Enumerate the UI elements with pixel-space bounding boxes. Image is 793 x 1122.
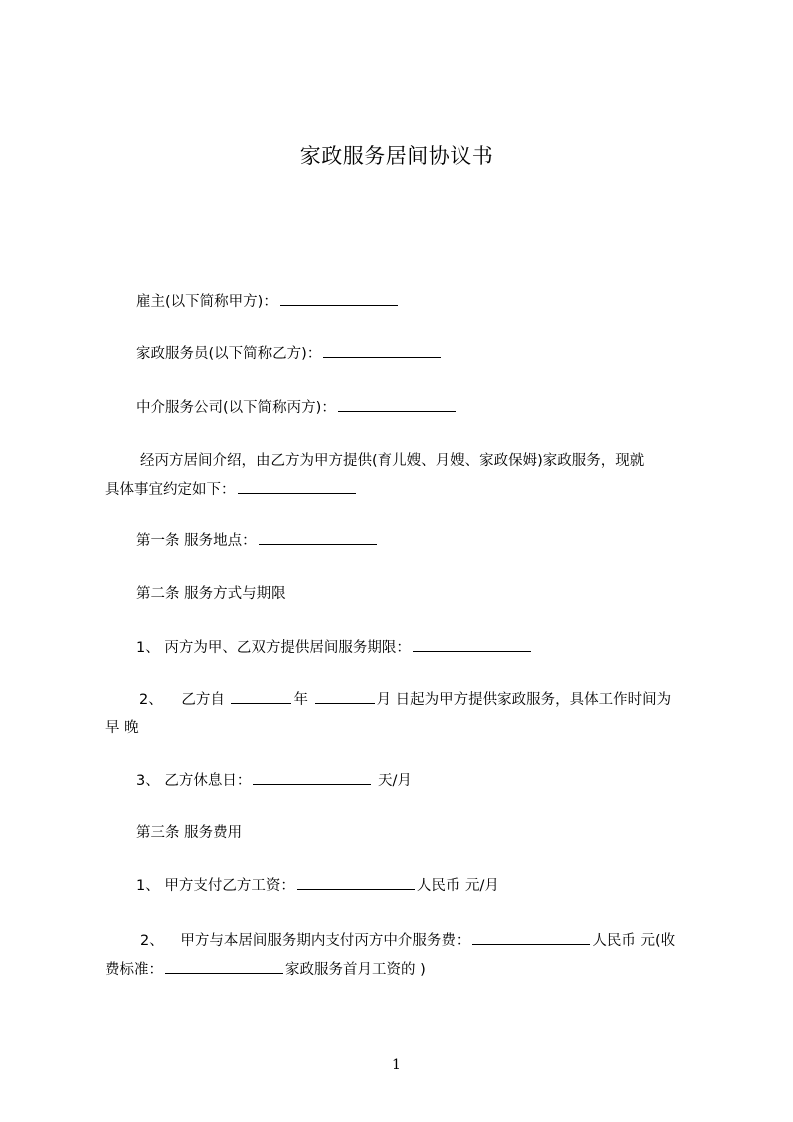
article3-item2-text-a: 甲方与本居间服务期内支付丙方中介服务费： (180, 933, 471, 949)
article2-month-label: 月 (376, 692, 392, 708)
article3-item2-line2 (105, 960, 426, 980)
article2-item2-line2 (105, 718, 139, 738)
preamble-line-2 (105, 480, 358, 500)
article3-item2-num: 2、 (140, 933, 164, 949)
article2-year-label: 年 (293, 692, 308, 708)
article2-item3 (136, 771, 412, 791)
preamble-text-1: 经丙方居间介绍，由乙方为甲方提供(育儿嫂、月嫂、家政保姆)家政服务，现就 (140, 453, 645, 469)
article2-item3-unit: 天/月 (377, 773, 412, 789)
article3-item1 (136, 876, 499, 896)
page-number: 1 (392, 1057, 401, 1073)
article3-item2-blank (472, 942, 590, 945)
article1-label: 第一条 服务地点： (136, 533, 257, 549)
agency-line (136, 398, 458, 418)
article3-item1-blank (297, 887, 415, 890)
article2-item1 (136, 638, 533, 658)
preamble-blank (238, 491, 356, 494)
article2-item3-text: 3、 乙方休息日： (136, 773, 252, 789)
article3-item1-unit: 人民币 元/月 (416, 878, 499, 894)
article3-item1-text: 1、 甲方支付乙方工资： (136, 878, 295, 894)
article3-item2-line2-b: 家政服务首月工资的 ) (285, 962, 426, 978)
preamble-line-1 (140, 451, 644, 471)
article2-heading-text: 第二条 服务方式与期限 (136, 586, 286, 602)
article3-heading-text: 第三条 服务费用 (136, 825, 243, 841)
article3-item2-line2-a: 费标准： (105, 962, 163, 978)
employer-blank (280, 303, 398, 306)
article2-item2-rest: 日起为甲方提供家政服务，具体工作时间为 (395, 692, 672, 708)
agency-label: 中介服务公司(以下简称丙方)： (136, 400, 336, 416)
worker-label: 家政服务员(以下简称乙方)： (136, 346, 322, 362)
preamble-text-2: 具体事宜约定如下： (105, 482, 236, 498)
article2-item2-line2-text: 早 晚 (105, 720, 139, 736)
article3-item2-unit: 人民币 元(收 (592, 933, 676, 949)
employer-label: 雇主(以下简称甲方)： (136, 294, 278, 310)
article2-heading (136, 584, 286, 604)
article2-year-blank (231, 701, 291, 704)
article2-item3-blank (253, 782, 371, 785)
article3-item2-line2-blank (165, 971, 283, 974)
article1-line (136, 531, 379, 551)
article2-item2 (139, 690, 671, 710)
article2-item1-blank (413, 649, 531, 652)
employer-line (136, 292, 400, 312)
article2-item2-num: 2、 (139, 692, 163, 708)
article2-item1-text: 1、 丙方为甲、乙双方提供居间服务期限： (136, 640, 411, 656)
article2-month-blank (315, 701, 375, 704)
article2-item2-text-a: 乙方自 (181, 692, 225, 708)
article3-item2 (140, 931, 675, 951)
worker-blank (323, 355, 441, 358)
page-title: 家政服务居间协议书 (299, 144, 494, 168)
article1-blank (259, 542, 377, 545)
worker-line (136, 344, 443, 364)
article3-heading (136, 823, 242, 843)
agency-blank (338, 409, 456, 412)
